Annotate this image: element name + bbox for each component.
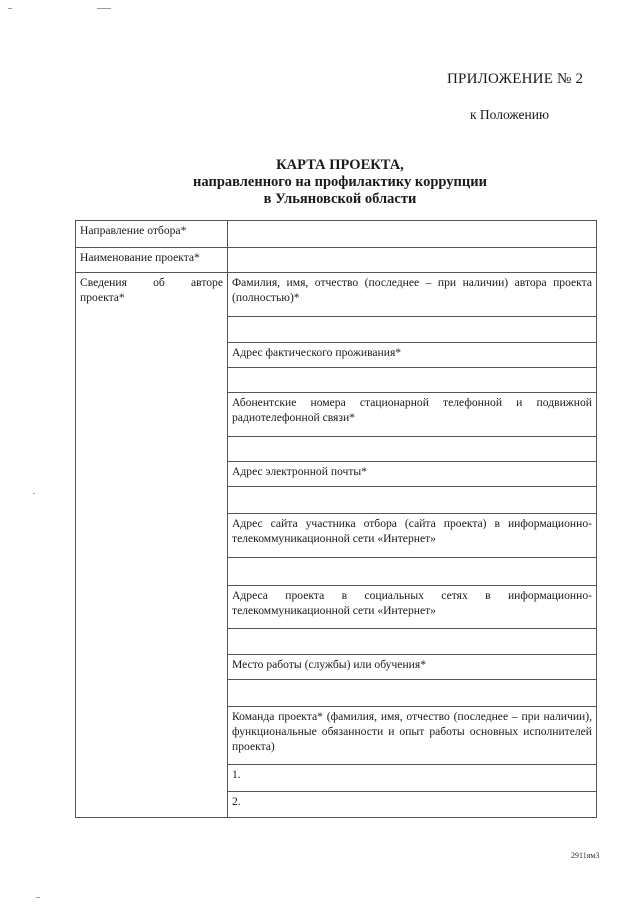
workplace-label: Место работы (службы) или обучения*	[228, 655, 597, 680]
document-subtitle-1: направленного на профилактику коррупции	[193, 174, 487, 190]
author-full-name-label: Фамилия, имя, отчество (последнее – при наличии) автора проекта (полностью)*	[228, 273, 597, 317]
direction-label: Направление отбора*	[76, 221, 228, 248]
team-label: Команда проекта* (фамилия, имя, отчество (последнее – при наличии), функциональные обязанности и опыт работы основных исполнителей проекта)	[228, 707, 597, 765]
phones-label: Абонентские номера стационарной телефонной и подвижной радиотелефонной связи*	[228, 393, 597, 437]
project-name-value-cell	[228, 248, 597, 273]
social-networks-value	[228, 629, 597, 655]
social-networks-label: Адреса проекта в социальных сетях в информационно-телекоммуникационной сети «Интернет»	[228, 586, 597, 629]
team-item-2: 2.	[228, 792, 597, 818]
website-value	[228, 558, 597, 586]
scan-speck	[8, 8, 12, 9]
phones-value	[228, 437, 597, 462]
project-card-table	[75, 220, 597, 818]
appendix-number: ПРИЛОЖЕНИЕ № 2	[447, 71, 584, 87]
document-code: 2911ям3	[571, 851, 600, 860]
email-label: Адрес электронной почты*	[228, 462, 597, 487]
author-full-name-value	[228, 317, 597, 343]
scan-speck	[36, 897, 40, 898]
scan-speck	[33, 493, 35, 494]
document-subtitle-2: в Ульяновской области	[263, 191, 417, 207]
email-value	[228, 487, 597, 514]
table-row	[76, 273, 597, 317]
direction-value-cell	[228, 221, 597, 248]
project-name-label: Наименование проекта*	[76, 248, 228, 273]
author-label: Сведения об авторе проекта*	[76, 273, 228, 818]
table-row	[76, 221, 597, 248]
workplace-value	[228, 680, 597, 707]
address-value	[228, 368, 597, 393]
team-item-1: 1.	[228, 765, 597, 792]
scan-speck	[97, 8, 111, 9]
table-row	[76, 248, 597, 273]
website-label: Адрес сайта участника отбора (сайта проекта) в информационно-телекоммуникационной сети «Интернет»	[228, 514, 597, 558]
appendix-reference: к Положению	[470, 107, 550, 122]
document-title: КАРТА ПРОЕКТА,	[276, 157, 404, 173]
address-label: Адрес фактического проживания*	[228, 343, 597, 368]
